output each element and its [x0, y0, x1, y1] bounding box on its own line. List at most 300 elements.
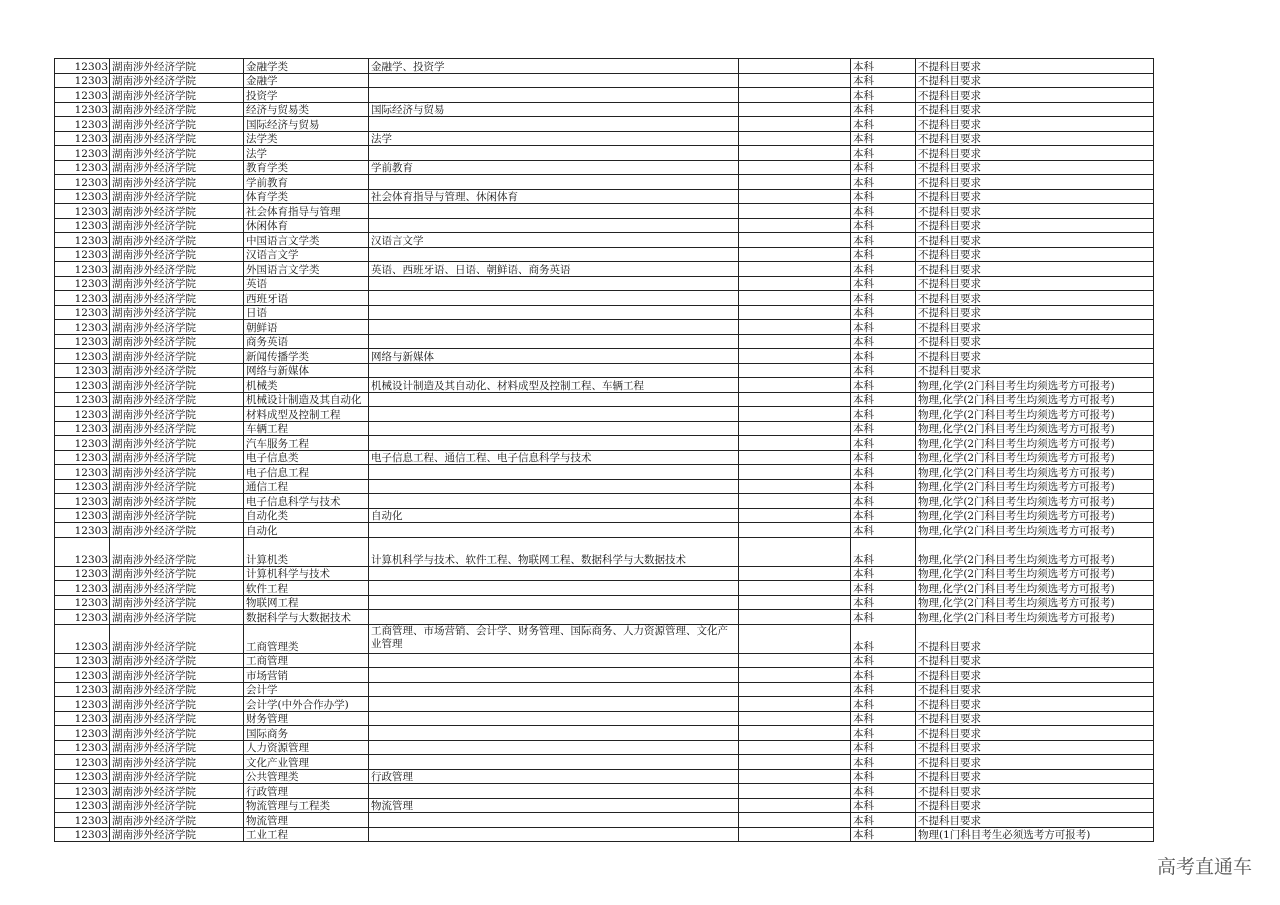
included-majors-cell: [369, 494, 739, 509]
level-cell: 本科: [851, 218, 916, 233]
school-code-cell: 12303: [55, 450, 110, 465]
major-name-cell: 软件工程: [244, 581, 369, 596]
included-majors-cell: 汉语言文学: [369, 233, 739, 248]
school-name-cell: 湖南涉外经济学院: [110, 276, 244, 291]
major-name-cell: 商务英语: [244, 334, 369, 349]
major-name-cell: 工商管理类: [244, 624, 369, 653]
school-code-cell: 12303: [55, 479, 110, 494]
school-code-cell: 12303: [55, 653, 110, 668]
school-name-cell: 湖南涉外经济学院: [110, 233, 244, 248]
note-cell: [739, 508, 851, 523]
school-name-cell: 湖南涉外经济学院: [110, 349, 244, 364]
school-code-cell: 12303: [55, 131, 110, 146]
included-majors-cell: 行政管理: [369, 769, 739, 784]
table-row: [55, 146, 1154, 161]
subject-requirement-cell: 不提科目要求: [916, 334, 1154, 349]
school-name-cell: 湖南涉外经济学院: [110, 682, 244, 697]
subject-requirement-cell: 不提科目要求: [916, 131, 1154, 146]
school-name-cell: 湖南涉外经济学院: [110, 334, 244, 349]
level-cell: 本科: [851, 320, 916, 335]
level-cell: 本科: [851, 740, 916, 755]
school-code-cell: 12303: [55, 798, 110, 813]
school-code-cell: 12303: [55, 508, 110, 523]
major-name-cell: 物联网工程: [244, 595, 369, 610]
school-code-cell: 12303: [55, 581, 110, 596]
school-code-cell: 12303: [55, 610, 110, 625]
included-majors-cell: 物流管理: [369, 798, 739, 813]
school-name-cell: 湖南涉外经济学院: [110, 262, 244, 277]
table-row: [55, 726, 1154, 741]
school-name-cell: 湖南涉外经济学院: [110, 131, 244, 146]
school-code-cell: 12303: [55, 465, 110, 480]
included-majors-cell: 社会体育指导与管理、休闲体育: [369, 189, 739, 204]
school-name-cell: 湖南涉外经济学院: [110, 711, 244, 726]
major-name-cell: 法学: [244, 146, 369, 161]
subject-requirement-cell: 物理,化学(2门科目考生均须选考方可报考): [916, 378, 1154, 393]
level-cell: 本科: [851, 305, 916, 320]
school-code-cell: 12303: [55, 349, 110, 364]
included-majors-cell: [369, 320, 739, 335]
subject-requirement-cell: 不提科目要求: [916, 102, 1154, 117]
level-cell: 本科: [851, 566, 916, 581]
note-cell: [739, 378, 851, 393]
included-majors-cell: 法学: [369, 131, 739, 146]
level-cell: 本科: [851, 668, 916, 683]
school-name-cell: 湖南涉外经济学院: [110, 479, 244, 494]
school-code-cell: 12303: [55, 740, 110, 755]
subject-requirement-cell: 物理,化学(2门科目考生均须选考方可报考): [916, 421, 1154, 436]
table-row: [55, 784, 1154, 799]
note-cell: [739, 668, 851, 683]
table-row: [55, 102, 1154, 117]
school-name-cell: 湖南涉外经济学院: [110, 146, 244, 161]
subject-requirement-cell: 不提科目要求: [916, 291, 1154, 306]
subject-requirement-cell: 不提科目要求: [916, 769, 1154, 784]
major-name-cell: 金融学: [244, 73, 369, 88]
level-cell: 本科: [851, 711, 916, 726]
school-name-cell: 湖南涉外经济学院: [110, 88, 244, 103]
major-name-cell: 西班牙语: [244, 291, 369, 306]
school-name-cell: 湖南涉外经济学院: [110, 813, 244, 828]
table-row: [55, 508, 1154, 523]
school-code-cell: 12303: [55, 320, 110, 335]
subject-requirement-cell: 不提科目要求: [916, 88, 1154, 103]
school-code-cell: 12303: [55, 59, 110, 74]
school-code-cell: 12303: [55, 813, 110, 828]
subject-requirement-cell: 不提科目要求: [916, 798, 1154, 813]
note-cell: [739, 421, 851, 436]
school-name-cell: 湖南涉外经济学院: [110, 508, 244, 523]
school-name-cell: 湖南涉外经济学院: [110, 421, 244, 436]
school-name-cell: 湖南涉外经济学院: [110, 291, 244, 306]
table-row: [55, 392, 1154, 407]
school-name-cell: 湖南涉外经济学院: [110, 566, 244, 581]
major-name-cell: 电子信息类: [244, 450, 369, 465]
note-cell: [739, 566, 851, 581]
subject-requirement-cell: 不提科目要求: [916, 204, 1154, 219]
school-name-cell: 湖南涉外经济学院: [110, 798, 244, 813]
major-name-cell: 公共管理类: [244, 769, 369, 784]
note-cell: [739, 189, 851, 204]
table-row: [55, 117, 1154, 132]
school-code-cell: 12303: [55, 436, 110, 451]
note-cell: [739, 581, 851, 596]
note-cell: [739, 436, 851, 451]
subject-requirement-cell: 物理,化学(2门科目考生均须选考方可报考): [916, 610, 1154, 625]
subject-requirement-cell: 不提科目要求: [916, 740, 1154, 755]
school-code-cell: 12303: [55, 697, 110, 712]
major-name-cell: 市场营销: [244, 668, 369, 683]
school-code-cell: 12303: [55, 726, 110, 741]
subject-requirement-cell: 物理,化学(2门科目考生均须选考方可报考): [916, 537, 1154, 566]
major-name-cell: 计算机类: [244, 537, 369, 566]
table-row: [55, 566, 1154, 581]
note-cell: [739, 131, 851, 146]
table-row: [55, 755, 1154, 770]
table-row: [55, 291, 1154, 306]
note-cell: [739, 697, 851, 712]
note-cell: [739, 262, 851, 277]
included-majors-cell: 网络与新媒体: [369, 349, 739, 364]
school-code-cell: 12303: [55, 421, 110, 436]
subject-requirement-cell: 不提科目要求: [916, 117, 1154, 132]
school-code-cell: 12303: [55, 363, 110, 378]
level-cell: 本科: [851, 537, 916, 566]
note-cell: [739, 784, 851, 799]
school-code-cell: 12303: [55, 827, 110, 842]
subject-requirement-cell: 不提科目要求: [916, 320, 1154, 335]
major-name-cell: 网络与新媒体: [244, 363, 369, 378]
school-code-cell: 12303: [55, 305, 110, 320]
level-cell: 本科: [851, 88, 916, 103]
school-name-cell: 湖南涉外经济学院: [110, 653, 244, 668]
level-cell: 本科: [851, 798, 916, 813]
table-row: [55, 276, 1154, 291]
subject-requirement-cell: 不提科目要求: [916, 697, 1154, 712]
major-name-cell: 行政管理: [244, 784, 369, 799]
school-name-cell: 湖南涉外经济学院: [110, 204, 244, 219]
table-row: [55, 537, 1154, 566]
note-cell: [739, 523, 851, 538]
level-cell: 本科: [851, 726, 916, 741]
major-name-cell: 会计学: [244, 682, 369, 697]
school-name-cell: 湖南涉外经济学院: [110, 102, 244, 117]
major-name-cell: 会计学(中外合作办学): [244, 697, 369, 712]
note-cell: [739, 595, 851, 610]
level-cell: 本科: [851, 827, 916, 842]
included-majors-cell: [369, 218, 739, 233]
subject-requirement-cell: 不提科目要求: [916, 146, 1154, 161]
table-row: [55, 204, 1154, 219]
included-majors-cell: [369, 88, 739, 103]
level-cell: 本科: [851, 363, 916, 378]
major-name-cell: 自动化: [244, 523, 369, 538]
table-row: [55, 668, 1154, 683]
note-cell: [739, 465, 851, 480]
school-name-cell: 湖南涉外经济学院: [110, 189, 244, 204]
note-cell: [739, 813, 851, 828]
included-majors-cell: [369, 784, 739, 799]
level-cell: 本科: [851, 697, 916, 712]
level-cell: 本科: [851, 784, 916, 799]
subject-requirement-cell: 不提科目要求: [916, 218, 1154, 233]
school-code-cell: 12303: [55, 769, 110, 784]
school-name-cell: 湖南涉外经济学院: [110, 175, 244, 190]
included-majors-cell: [369, 392, 739, 407]
major-name-cell: 国际经济与贸易: [244, 117, 369, 132]
subject-requirement-cell: 不提科目要求: [916, 73, 1154, 88]
major-name-cell: 朝鲜语: [244, 320, 369, 335]
school-code-cell: 12303: [55, 146, 110, 161]
note-cell: [739, 711, 851, 726]
table-row: [55, 595, 1154, 610]
level-cell: 本科: [851, 334, 916, 349]
note-cell: [739, 450, 851, 465]
major-name-cell: 文化产业管理: [244, 755, 369, 770]
table-row: [55, 160, 1154, 175]
subject-requirement-cell: 物理,化学(2门科目考生均须选考方可报考): [916, 523, 1154, 538]
school-name-cell: 湖南涉外经济学院: [110, 247, 244, 262]
level-cell: 本科: [851, 262, 916, 277]
school-code-cell: 12303: [55, 102, 110, 117]
level-cell: 本科: [851, 595, 916, 610]
note-cell: [739, 59, 851, 74]
subject-requirement-cell: 物理,化学(2门科目考生均须选考方可报考): [916, 450, 1154, 465]
level-cell: 本科: [851, 233, 916, 248]
included-majors-cell: [369, 523, 739, 538]
major-name-cell: 汽车服务工程: [244, 436, 369, 451]
school-code-cell: 12303: [55, 711, 110, 726]
school-code-cell: 12303: [55, 247, 110, 262]
included-majors-cell: 英语、西班牙语、日语、朝鲜语、商务英语: [369, 262, 739, 277]
table-row: [55, 378, 1154, 393]
table-row: [55, 798, 1154, 813]
subject-requirement-cell: 物理,化学(2门科目考生均须选考方可报考): [916, 407, 1154, 422]
included-majors-cell: [369, 305, 739, 320]
major-name-cell: 物流管理: [244, 813, 369, 828]
included-majors-cell: [369, 291, 739, 306]
table-row: [55, 305, 1154, 320]
table-row: [55, 189, 1154, 204]
school-name-cell: 湖南涉外经济学院: [110, 610, 244, 625]
included-majors-cell: [369, 465, 739, 480]
included-majors-cell: [369, 726, 739, 741]
school-name-cell: 湖南涉外经济学院: [110, 769, 244, 784]
subject-requirement-cell: 物理,化学(2门科目考生均须选考方可报考): [916, 508, 1154, 523]
school-name-cell: 湖南涉外经济学院: [110, 436, 244, 451]
major-name-cell: 人力资源管理: [244, 740, 369, 755]
school-name-cell: 湖南涉外经济学院: [110, 740, 244, 755]
school-name-cell: 湖南涉外经济学院: [110, 73, 244, 88]
included-majors-cell: [369, 117, 739, 132]
note-cell: [739, 247, 851, 262]
subject-requirement-cell: 不提科目要求: [916, 363, 1154, 378]
note-cell: [739, 392, 851, 407]
school-code-cell: 12303: [55, 566, 110, 581]
included-majors-cell: [369, 595, 739, 610]
level-cell: 本科: [851, 755, 916, 770]
table-row: [55, 450, 1154, 465]
table-row: [55, 59, 1154, 74]
level-cell: 本科: [851, 465, 916, 480]
school-name-cell: 湖南涉外经济学院: [110, 378, 244, 393]
table-row: [55, 624, 1154, 653]
table-row: [55, 73, 1154, 88]
table-row: [55, 610, 1154, 625]
level-cell: 本科: [851, 378, 916, 393]
included-majors-cell: [369, 204, 739, 219]
school-code-cell: 12303: [55, 276, 110, 291]
subject-requirement-cell: 不提科目要求: [916, 276, 1154, 291]
table-row: [55, 769, 1154, 784]
included-majors-cell: [369, 247, 739, 262]
level-cell: 本科: [851, 146, 916, 161]
major-requirements-table: [54, 58, 1154, 842]
subject-requirement-cell: 物理,化学(2门科目考生均须选考方可报考): [916, 479, 1154, 494]
note-cell: [739, 320, 851, 335]
school-name-cell: 湖南涉外经济学院: [110, 117, 244, 132]
level-cell: 本科: [851, 494, 916, 509]
major-name-cell: 计算机科学与技术: [244, 566, 369, 581]
subject-requirement-cell: 不提科目要求: [916, 233, 1154, 248]
included-majors-cell: [369, 276, 739, 291]
table-row: [55, 465, 1154, 480]
table-row: [55, 88, 1154, 103]
subject-requirement-cell: 不提科目要求: [916, 175, 1154, 190]
major-name-cell: 日语: [244, 305, 369, 320]
subject-requirement-cell: 不提科目要求: [916, 784, 1154, 799]
included-majors-cell: [369, 421, 739, 436]
included-majors-cell: [369, 479, 739, 494]
note-cell: [739, 73, 851, 88]
school-code-cell: 12303: [55, 175, 110, 190]
level-cell: 本科: [851, 610, 916, 625]
table-row: [55, 407, 1154, 422]
major-name-cell: 通信工程: [244, 479, 369, 494]
major-name-cell: 中国语言文学类: [244, 233, 369, 248]
included-majors-cell: 金融学、投资学: [369, 59, 739, 74]
included-majors-cell: 工商管理、市场营销、会计学、财务管理、国际商务、人力资源管理、文化产业管理: [369, 624, 739, 653]
note-cell: [739, 349, 851, 364]
major-name-cell: 英语: [244, 276, 369, 291]
note-cell: [739, 479, 851, 494]
major-name-cell: 汉语言文学: [244, 247, 369, 262]
note-cell: [739, 175, 851, 190]
included-majors-cell: [369, 711, 739, 726]
school-name-cell: 湖南涉外经济学院: [110, 827, 244, 842]
school-name-cell: 湖南涉外经济学院: [110, 624, 244, 653]
note-cell: [739, 494, 851, 509]
subject-requirement-cell: 物理,化学(2门科目考生均须选考方可报考): [916, 436, 1154, 451]
subject-requirement-cell: 不提科目要求: [916, 305, 1154, 320]
school-code-cell: 12303: [55, 624, 110, 653]
note-cell: [739, 233, 851, 248]
table-row: [55, 581, 1154, 596]
level-cell: 本科: [851, 131, 916, 146]
included-majors-cell: [369, 755, 739, 770]
level-cell: 本科: [851, 813, 916, 828]
note-cell: [739, 160, 851, 175]
major-name-cell: 法学类: [244, 131, 369, 146]
school-name-cell: 湖南涉外经济学院: [110, 450, 244, 465]
subject-requirement-cell: 物理,化学(2门科目考生均须选考方可报考): [916, 566, 1154, 581]
major-name-cell: 金融学类: [244, 59, 369, 74]
major-name-cell: 休闲体育: [244, 218, 369, 233]
level-cell: 本科: [851, 479, 916, 494]
table-row: [55, 740, 1154, 755]
level-cell: 本科: [851, 624, 916, 653]
school-name-cell: 湖南涉外经济学院: [110, 59, 244, 74]
level-cell: 本科: [851, 73, 916, 88]
subject-requirement-cell: 不提科目要求: [916, 160, 1154, 175]
level-cell: 本科: [851, 653, 916, 668]
school-code-cell: 12303: [55, 668, 110, 683]
included-majors-cell: [369, 73, 739, 88]
major-name-cell: 国际商务: [244, 726, 369, 741]
major-name-cell: 机械类: [244, 378, 369, 393]
school-code-cell: 12303: [55, 595, 110, 610]
included-majors-cell: [369, 146, 739, 161]
major-name-cell: 新闻传播学类: [244, 349, 369, 364]
note-cell: [739, 682, 851, 697]
school-code-cell: 12303: [55, 537, 110, 566]
level-cell: 本科: [851, 160, 916, 175]
subject-requirement-cell: 不提科目要求: [916, 653, 1154, 668]
table-body: [55, 59, 1154, 842]
school-name-cell: 湖南涉外经济学院: [110, 784, 244, 799]
level-cell: 本科: [851, 247, 916, 262]
table-row: [55, 131, 1154, 146]
table-row: [55, 363, 1154, 378]
note-cell: [739, 769, 851, 784]
level-cell: 本科: [851, 392, 916, 407]
included-majors-cell: [369, 566, 739, 581]
level-cell: 本科: [851, 450, 916, 465]
included-majors-cell: [369, 334, 739, 349]
included-majors-cell: 自动化: [369, 508, 739, 523]
subject-requirement-cell: 不提科目要求: [916, 349, 1154, 364]
level-cell: 本科: [851, 421, 916, 436]
included-majors-cell: [369, 363, 739, 378]
subject-requirement-cell: 不提科目要求: [916, 189, 1154, 204]
major-name-cell: 物流管理与工程类: [244, 798, 369, 813]
included-majors-cell: [369, 668, 739, 683]
table-row: [55, 218, 1154, 233]
school-code-cell: 12303: [55, 189, 110, 204]
school-name-cell: 湖南涉外经济学院: [110, 392, 244, 407]
table-row: [55, 653, 1154, 668]
note-cell: [739, 363, 851, 378]
included-majors-cell: [369, 407, 739, 422]
note-cell: [739, 537, 851, 566]
table-row: [55, 334, 1154, 349]
level-cell: 本科: [851, 523, 916, 538]
included-majors-cell: [369, 740, 739, 755]
major-name-cell: 电子信息工程: [244, 465, 369, 480]
school-code-cell: 12303: [55, 204, 110, 219]
school-code-cell: 12303: [55, 392, 110, 407]
school-name-cell: 湖南涉外经济学院: [110, 595, 244, 610]
school-code-cell: 12303: [55, 117, 110, 132]
subject-requirement-cell: 不提科目要求: [916, 668, 1154, 683]
school-code-cell: 12303: [55, 755, 110, 770]
school-name-cell: 湖南涉外经济学院: [110, 697, 244, 712]
major-name-cell: 社会体育指导与管理: [244, 204, 369, 219]
major-name-cell: 电子信息科学与技术: [244, 494, 369, 509]
school-code-cell: 12303: [55, 88, 110, 103]
note-cell: [739, 276, 851, 291]
included-majors-cell: [369, 653, 739, 668]
